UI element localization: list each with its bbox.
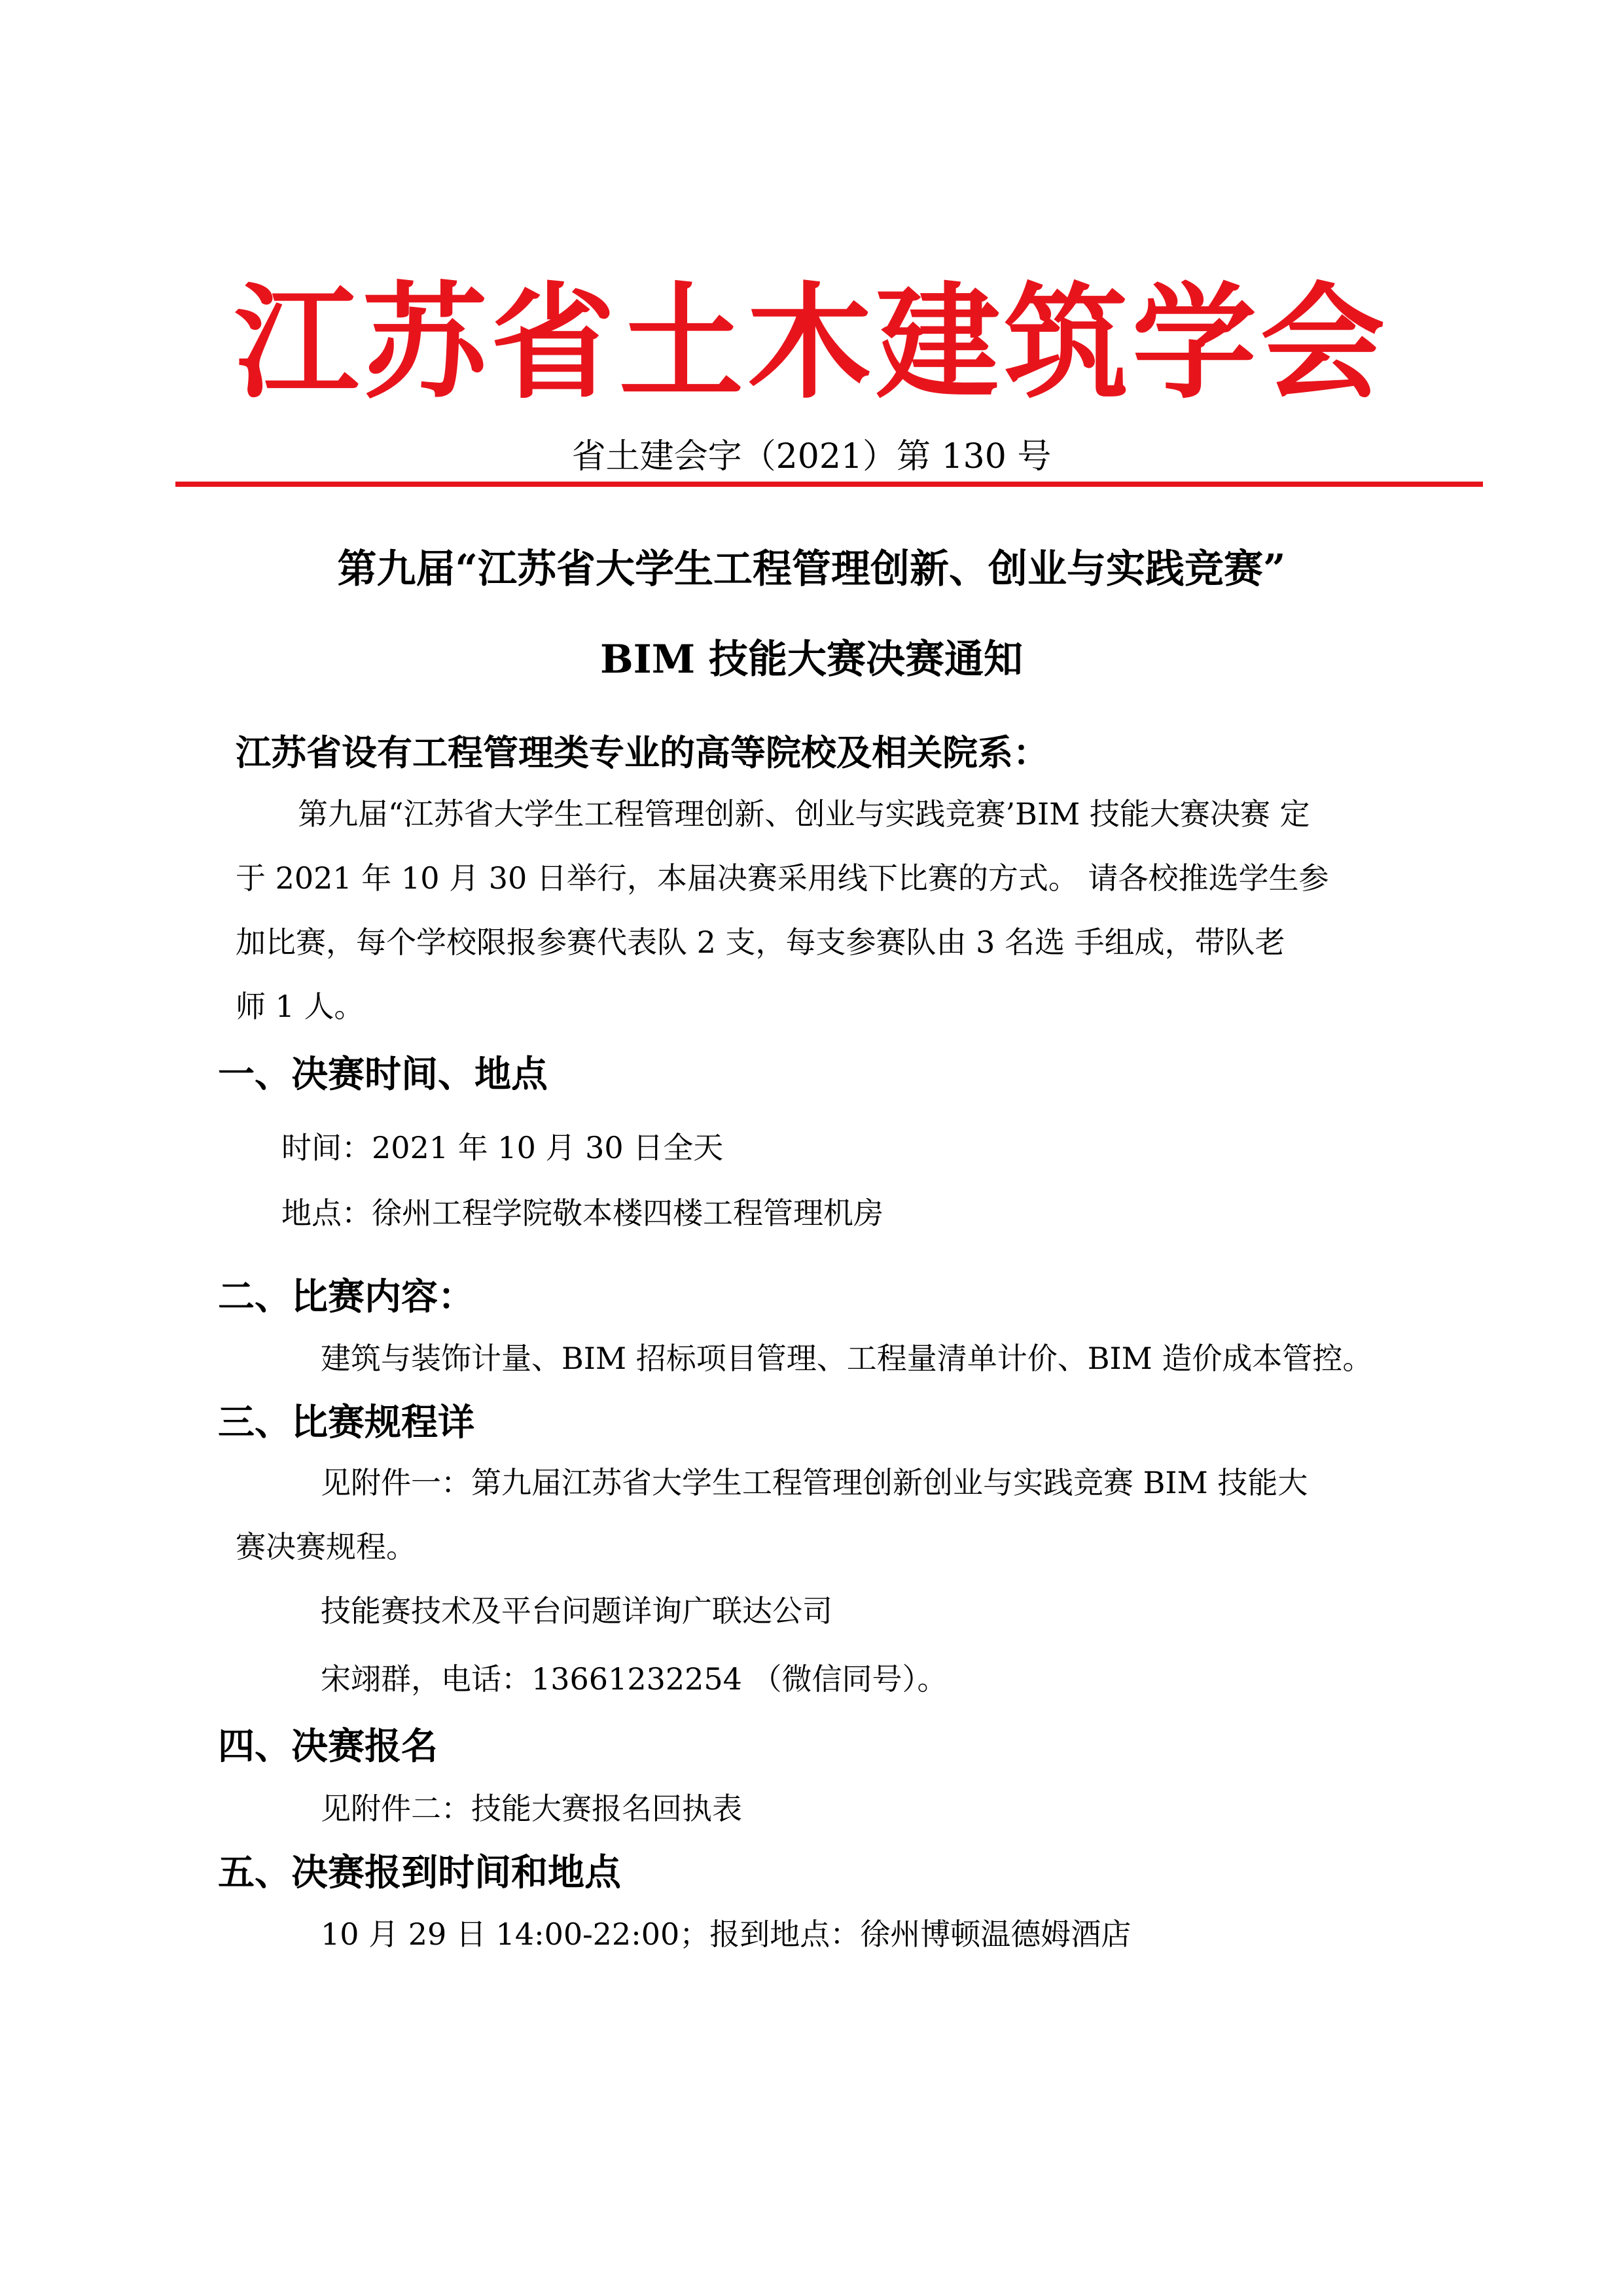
rules-line-2: 赛决赛规程。 [236, 1529, 416, 1564]
contact-line: 宋翊群，电话：13661232254 （微信同号）。 [321, 1661, 948, 1697]
section-5-heading: 五、决赛报到时间和地点 [218, 1852, 621, 1894]
rules-line-3: 技能赛技术及平台问题详询广联达公司 [321, 1593, 832, 1629]
intro-line-3: 加比赛，每个学校限报参赛代表队 2 支，每支参赛队由 3 名选 手组成，带队老 [236, 925, 1285, 960]
final-place: 地点：徐州工程学院敬本楼四楼工程管理机房 [281, 1195, 883, 1231]
document-number: 省土建会字（2021）第 130 号 [571, 437, 1052, 476]
section-4-heading: 四、决赛报名 [218, 1725, 438, 1768]
header-divider [175, 482, 1483, 487]
notice-title-line-2: BIM 技能大赛决赛通知 [599, 637, 1024, 682]
section-3-heading: 三、比赛规程详 [218, 1402, 474, 1444]
intro-line-2: 于 2021 年 10 月 30 日举行，本届决赛采用线下比赛的方式。 请各校推选学生参 [236, 860, 1329, 896]
rules-line-1: 见附件一：第九届江苏省大学生工程管理创新创业与实践竞赛 BIM 技能大 [321, 1465, 1308, 1500]
registration-line: 见附件二：技能大赛报名回执表 [321, 1791, 742, 1826]
final-time: 时间：2021 年 10 月 30 日全天 [281, 1130, 724, 1165]
competition-content: 建筑与装饰计量、BIM 招标项目管理、工程量清单计价、BIM 造价成本管控。 [321, 1341, 1373, 1376]
intro-line-4: 师 1 人。 [236, 989, 365, 1024]
salutation: 江苏省设有工程管理类专业的高等院校及相关院系： [236, 732, 1048, 773]
check-in-line: 10 月 29 日 14:00-22:00；报到地点：徐州博顿温德姆酒店 [321, 1916, 1132, 1952]
intro-line-1: 第九届“江苏省大学生工程管理创新、创业与实践竞赛’BIM 技能大赛决赛 定 [298, 796, 1310, 832]
section-2-heading: 二、比赛内容： [218, 1276, 474, 1318]
notice-title-line-1: 第九届“江苏省大学生工程管理创新、创业与实践竞赛” [337, 546, 1286, 592]
section-1-heading: 一、决赛时间、地点 [218, 1053, 548, 1096]
organization-name: 江苏省土木建筑学会 [234, 271, 1389, 415]
